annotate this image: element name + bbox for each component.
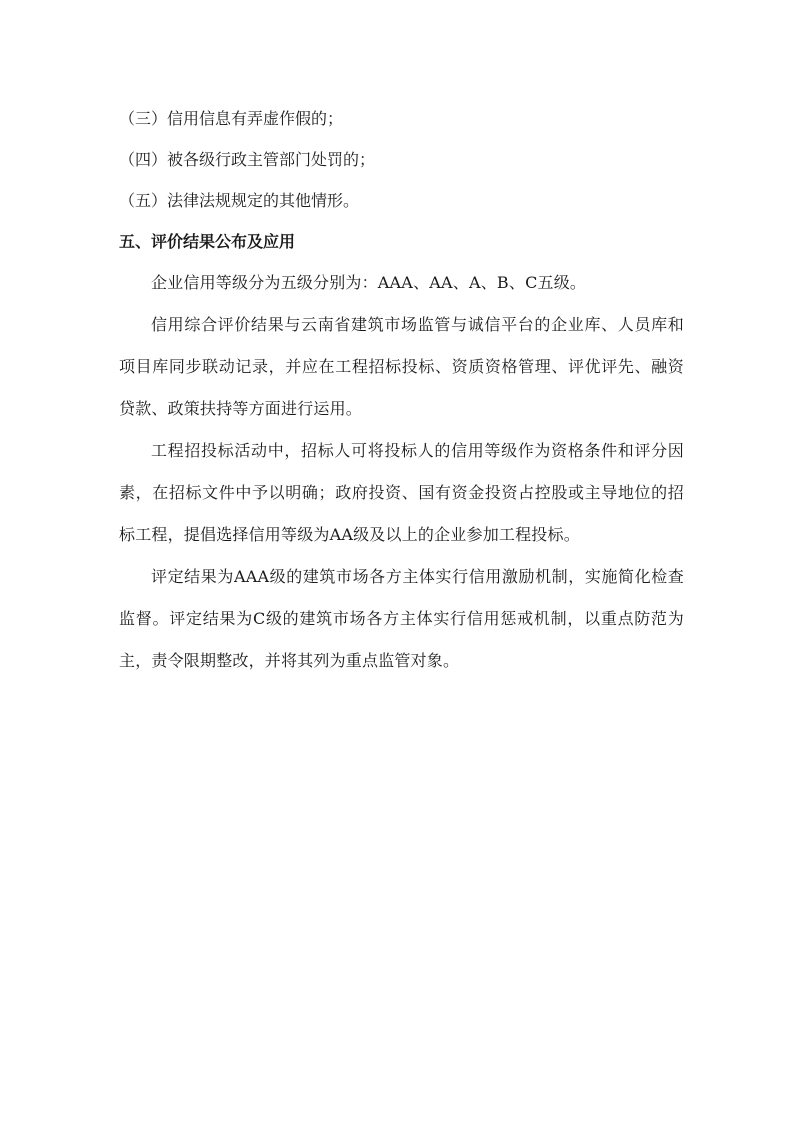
paragraph-credit-levels: 企业信用等级分为五级分别为：AAA、AA、A、B、C五级。 — [151, 273, 587, 292]
section-heading: 五、评价结果公布及应用 — [119, 232, 296, 251]
document-body — [119, 98, 684, 682]
paragraph-evaluation-results: 信用综合评价结果与云南省建筑市场监管与诚信平台的企业库、人员库和项目库同步联动记录，并应在工程招标投标、资质资格管理、评优评先、融资贷款、政策扶持等方面进行运用。 — [119, 315, 684, 418]
list-item-3: （三）信用信息有弄虚作假的； — [119, 109, 344, 128]
paragraph-incentive-punishment: 评定结果为AAA级的建筑市场各方主体实行信用激励机制，实施简化检查监督。评定结果为C级的建筑市场各方主体实行信用惩戒机制，以重点防范为主，责令限期整改，并将其列为重点监管对象。 — [119, 567, 684, 670]
list-item-4: （四）被各级行政主管部门处罚的； — [119, 150, 376, 169]
paragraph-bidding-activities: 工程招投标活动中，招标人可将投标人的信用等级作为资格条件和评分因素，在招标文件中予以明确；政府投资、国有资金投资占控股或主导地位的招标工程，提倡选择信用等级为AA级及以上的企业参加工程投标。 — [119, 441, 684, 544]
list-item-5: （五）法律法规规定的其他情形。 — [119, 191, 360, 210]
